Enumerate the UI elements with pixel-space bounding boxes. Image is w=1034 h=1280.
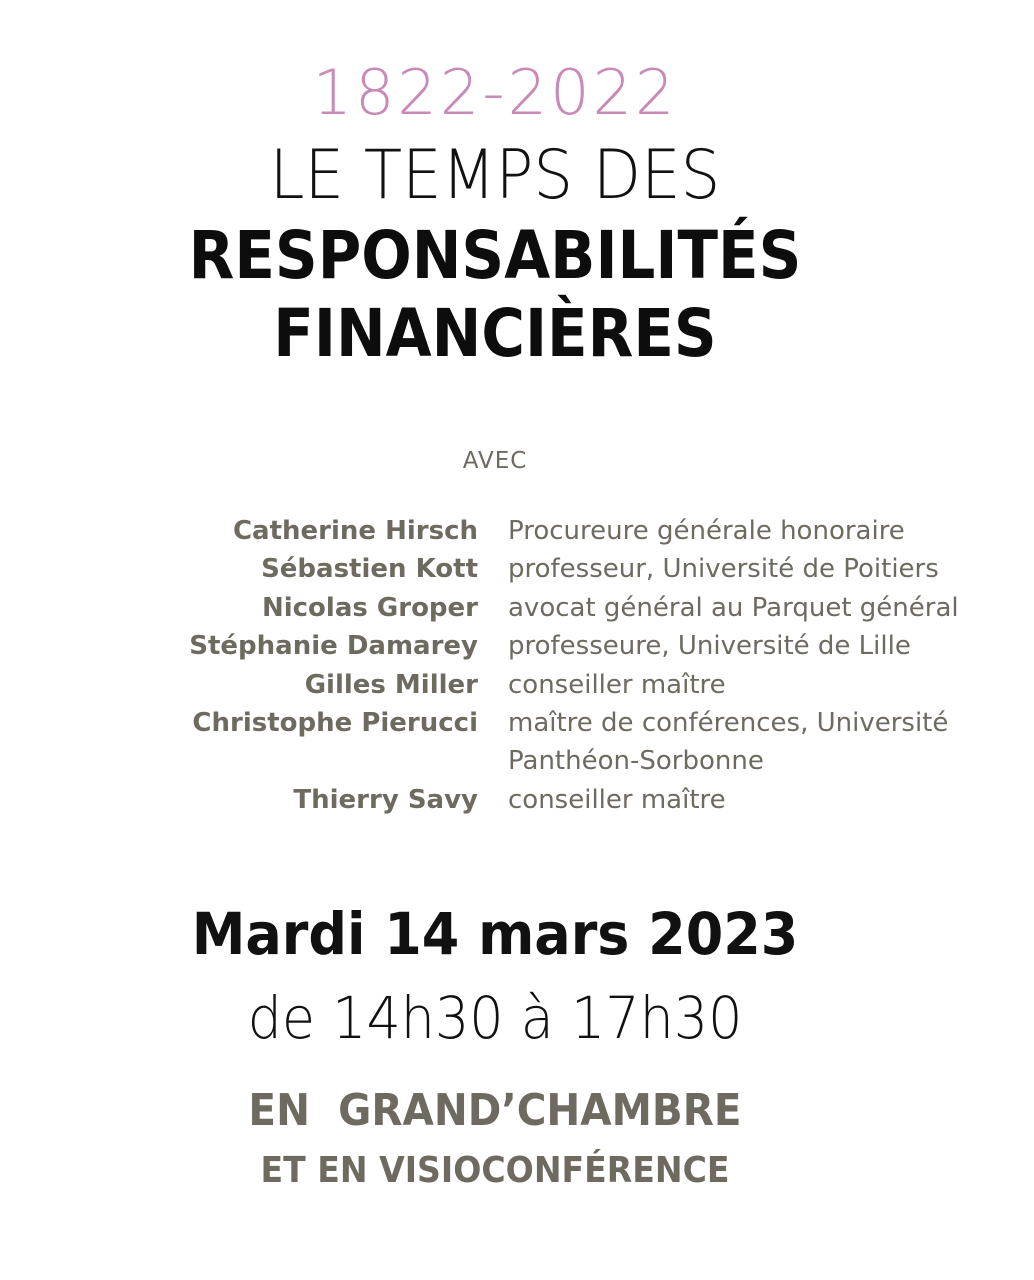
title-line-2: RESPONSABILITÉS bbox=[188, 217, 802, 294]
speaker-role: professeur, Université de Poitiers bbox=[508, 554, 939, 585]
event-time: de 14h30 à 17h30 bbox=[247, 984, 743, 1052]
speaker-row bbox=[0, 589, 1034, 627]
event-venue: EN GRAND’CHAMBRE bbox=[248, 1085, 742, 1136]
speaker-name: Thierry Savy bbox=[293, 784, 478, 815]
speaker-name: Stéphanie Damarey bbox=[189, 631, 478, 662]
speaker-list bbox=[0, 512, 1034, 819]
speaker-role: conseiller maître bbox=[508, 669, 726, 700]
title-line-1: LE TEMPS DES bbox=[269, 136, 721, 215]
speaker-role: avocat général au Parquet général bbox=[508, 592, 959, 623]
event-venue-secondary: ET EN VISIOCONFÉRENCE bbox=[260, 1150, 730, 1191]
speaker-role: Procureure générale honoraire bbox=[508, 516, 905, 546]
speaker-row bbox=[0, 704, 1034, 781]
speaker-role: conseiller maître bbox=[508, 784, 726, 815]
speaker-name: Nicolas Groper bbox=[261, 592, 478, 623]
speaker-role: maître de conférences, Université Panthéon-Sorbonne bbox=[508, 708, 949, 777]
speaker-row bbox=[0, 550, 1034, 588]
speaker-name: Catherine Hirsch bbox=[232, 516, 478, 546]
speaker-name: Sébastien Kott bbox=[261, 554, 478, 585]
speaker-row bbox=[0, 666, 1034, 704]
speaker-name: Gilles Miller bbox=[304, 669, 478, 700]
speaker-role: professeure, Université de Lille bbox=[508, 631, 911, 662]
avec-label: AVEC bbox=[462, 448, 528, 474]
speaker-name: Christophe Pierucci bbox=[192, 708, 478, 739]
speaker-row bbox=[0, 512, 1034, 550]
speaker-row bbox=[0, 627, 1034, 665]
speaker-row bbox=[0, 781, 1034, 819]
event-date: Mardi 14 mars 2023 bbox=[191, 900, 799, 968]
years-heading: 1822-2022 bbox=[312, 56, 678, 129]
title-line-3: FINANCIÈRES bbox=[273, 295, 717, 372]
